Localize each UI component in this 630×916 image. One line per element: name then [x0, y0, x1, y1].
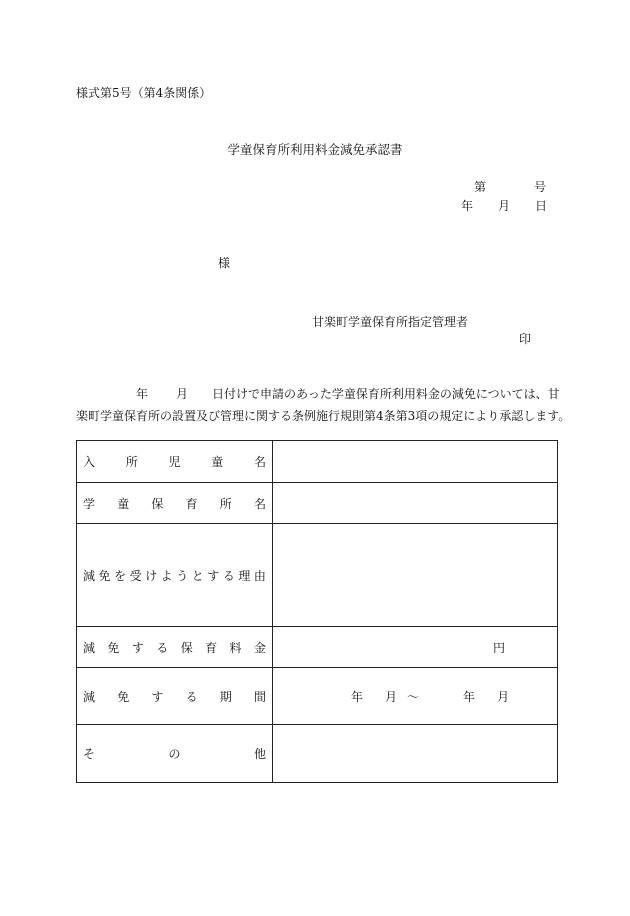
label-cell [77, 627, 273, 668]
period-month-2: 月 [497, 689, 510, 704]
date-day: 日 [534, 199, 547, 213]
number-suffix: 号 [533, 180, 546, 194]
number-prefix: 第 [474, 180, 487, 194]
other-label: そ の 他 [83, 747, 266, 761]
date-year: 年 [461, 199, 474, 213]
period-year-1: 年 [351, 689, 364, 704]
seal-mark: 印 [519, 332, 532, 346]
label-cell [77, 725, 273, 783]
fee-field[interactable] [273, 627, 558, 668]
date-month: 月 [497, 199, 510, 213]
reason-label: 減 免 を 受 け よ う と す る 理 由 [83, 568, 266, 583]
reason-field[interactable] [273, 524, 558, 627]
issue-date-line [461, 197, 547, 214]
body-year: 年 [136, 387, 149, 401]
period-label: 減 免 す る 期 間 [83, 689, 266, 704]
other-field[interactable] [273, 725, 558, 783]
approval-body-text [76, 383, 571, 427]
addressee-suffix: 様 [218, 256, 231, 270]
school-name-field[interactable] [273, 483, 558, 524]
label-cell [77, 441, 273, 483]
child-name-field[interactable] [273, 441, 558, 483]
label-cell [77, 668, 273, 725]
fee-label: 減 免 す る 保 育 料 金 [83, 640, 266, 655]
school-name-label: 学 童 保 育 所 名 [83, 496, 266, 511]
fee-unit: 円 [492, 640, 505, 655]
period-month-1: 月 [385, 689, 398, 704]
table-row-fee [77, 627, 558, 668]
body-line-1 [76, 383, 562, 405]
child-name-label: 入 所 児 童 名 [83, 455, 266, 469]
body-month: 月 [176, 387, 189, 401]
form-number: 様式第5号（第4条関係） [76, 86, 212, 100]
table-row-school-name [77, 483, 558, 524]
table-row-other [77, 725, 558, 783]
period-field[interactable] [273, 668, 558, 725]
period-year-2: 年 [463, 689, 476, 704]
period-range [273, 688, 557, 705]
document-title: 学童保育所利用料金減免承認書 [227, 142, 403, 157]
table-row-child-name [77, 441, 558, 483]
body-line-1-rest: 日付けで申請のあった学童保育所利用料金の減免については、甘 [212, 387, 560, 401]
table-row-period [77, 668, 558, 725]
label-cell [77, 524, 273, 627]
document-number-line [474, 178, 546, 195]
info-table [76, 440, 558, 783]
body-line-2: 楽町学童保育所の設置及び管理に関する条例施行規則第4条第3項の規定により承認します。 [76, 409, 571, 423]
label-cell [77, 483, 273, 524]
table-row-reason [77, 524, 558, 627]
period-tilde: ～ [407, 689, 420, 704]
issuer-name: 甘楽町学童保育所指定管理者 [312, 315, 469, 329]
